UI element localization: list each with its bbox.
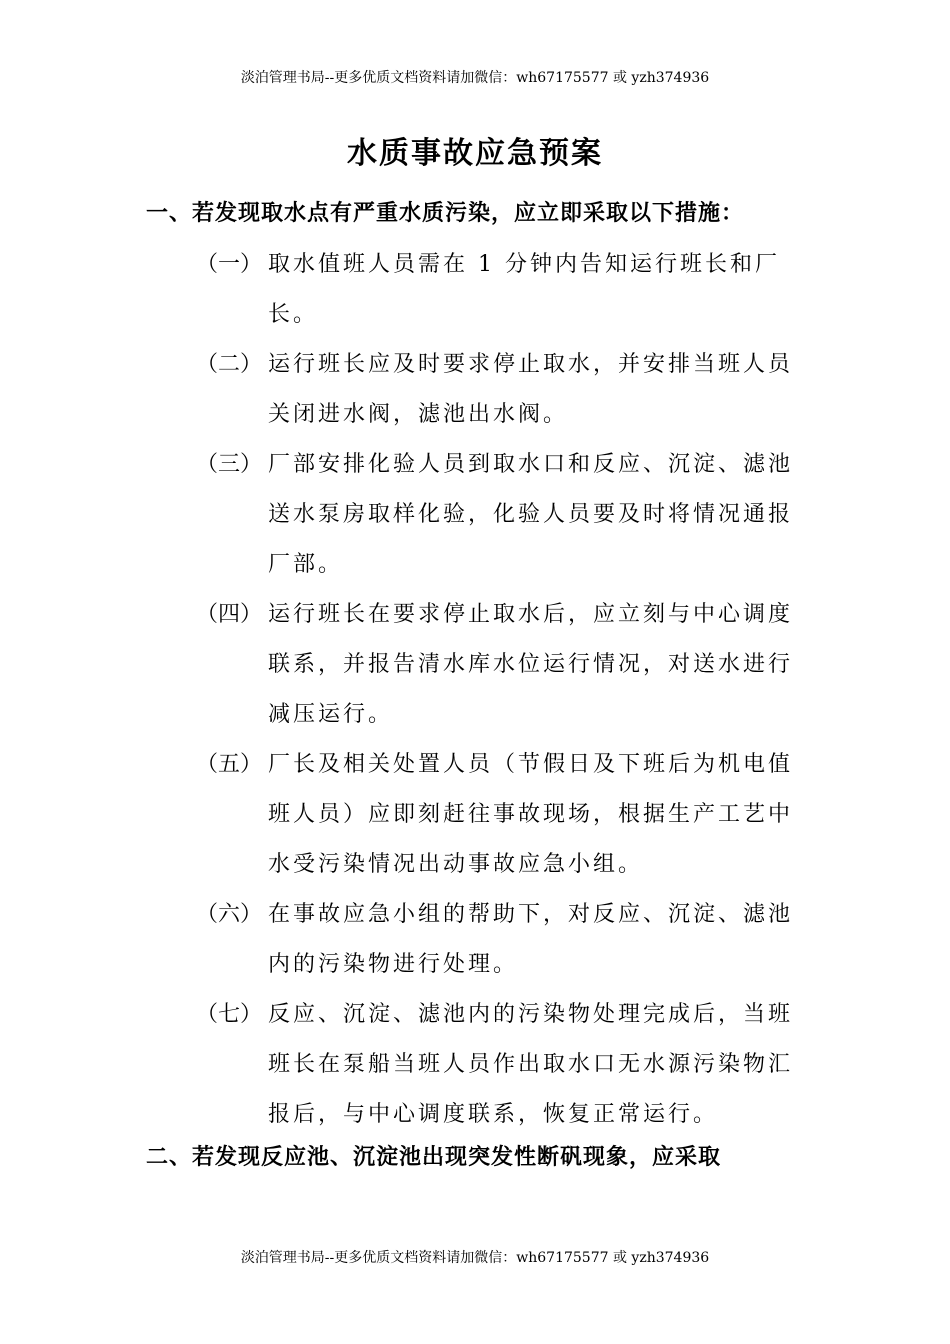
section-heading-2: 二、若发现反应池、沉淀池出现突发性断矾现象，应采取 — [146, 1144, 722, 1170]
item-number: （五） — [196, 752, 263, 777]
item-number: （四） — [196, 602, 263, 627]
list-item — [196, 590, 836, 740]
item-number: （六） — [196, 902, 263, 927]
header-note: 淡泊管理书局--更多优质文档资料请加微信：wh67175577 或 yzh374936 — [240, 70, 710, 86]
footer-note: 淡泊管理书局--更多优质文档资料请加微信：wh67175577 或 yzh374936 — [240, 1250, 710, 1266]
item-text: 运行班长在要求停止取水后，应立刻与中心调度联系，并报告清水库水位运行情况，对送水进行减压运行。 — [268, 602, 794, 727]
item-number: （一） — [196, 252, 263, 277]
item-text: 厂部安排化验人员到取水口和反应、沉淀、滤池送水泵房取样化验，化验人员要及时将情况通报厂部。 — [268, 452, 794, 577]
section-heading-1: 一、若发现取水点有严重水质污染，应立即采取以下措施： — [146, 200, 745, 226]
item-number: （二） — [196, 352, 263, 377]
item-text: 反应、沉淀、滤池内的污染物处理完成后，当班班长在泵船当班人员作出取水口无水源污染物汇报后，与中心调度联系，恢复正常运行。 — [268, 1002, 794, 1127]
item-number: （七） — [196, 1002, 263, 1027]
list-item — [196, 990, 836, 1140]
item-text: 取水值班人员需在 1 分钟内告知运行班长和厂长。 — [268, 252, 780, 327]
document-title: 水质事故应急预案 — [347, 136, 603, 171]
measures-list — [196, 240, 836, 1140]
list-item — [196, 740, 836, 890]
list-item — [196, 440, 836, 590]
item-number: （三） — [196, 452, 263, 477]
list-item — [196, 340, 836, 440]
item-text: 运行班长应及时要求停止取水，并安排当班人员关闭进水阀，滤池出水阀。 — [268, 352, 794, 427]
item-text: 厂长及相关处置人员（节假日及下班后为机电值班人员）应即刻赶往事故现场，根据生产工艺中水受污染情况出动事故应急小组。 — [268, 752, 794, 877]
list-item — [196, 240, 836, 340]
item-text: 在事故应急小组的帮助下，对反应、沉淀、滤池内的污染物进行处理。 — [268, 902, 794, 977]
list-item — [196, 890, 836, 990]
